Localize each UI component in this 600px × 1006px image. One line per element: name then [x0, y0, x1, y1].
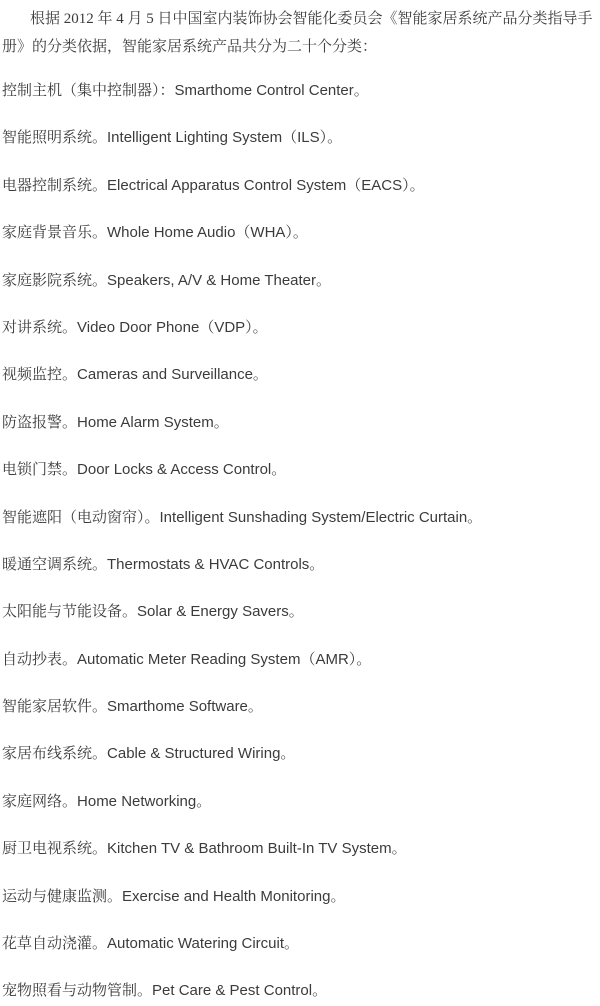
category-zh-label: 家居布线系统。	[2, 746, 108, 763]
category-item	[2, 839, 600, 858]
category-zh-label: 电器控制系统。	[2, 177, 108, 194]
category-en-label: Automatic Meter Reading System（AMR）。	[77, 650, 372, 668]
category-en-label: Thermostats & HVAC Controls。	[107, 555, 325, 573]
category-item	[2, 271, 600, 290]
category-en-label: Exercise and Health Monitoring。	[122, 887, 346, 905]
category-en-label: Automatic Watering Circuit。	[107, 935, 300, 953]
category-item	[2, 887, 600, 906]
category-en-label: Intelligent Sunshading System/Electric Curtain。	[159, 508, 483, 526]
category-zh-label: 电锁门禁。	[2, 462, 78, 479]
category-zh-label: 太阳能与节能设备。	[2, 604, 138, 621]
category-en-label: Home Networking。	[77, 792, 212, 810]
category-zh-label: 运动与健康监测。	[2, 888, 123, 905]
category-en-label: Door Locks & Access Control。	[77, 461, 287, 479]
category-en-label: Electrical Apparatus Control System（EACS）。	[107, 176, 425, 194]
category-zh-label: 自动抄表。	[2, 651, 78, 668]
intro-line-2: 册》的分类依据，智能家居系统产品共分为二十个分类：	[2, 39, 378, 55]
category-en-label: Cameras and Surveillance。	[77, 366, 268, 384]
category-item	[2, 413, 600, 432]
category-en-label: Smarthome Control Center。	[174, 82, 369, 99]
category-zh-label: 智能照明系统。	[2, 130, 108, 147]
category-en-label: Speakers, A/V & Home Theater。	[107, 271, 332, 289]
category-item	[2, 744, 600, 763]
category-en-label: Home Alarm System。	[77, 413, 229, 431]
category-item	[2, 934, 600, 953]
category-item	[2, 697, 600, 716]
category-zh-label: 防盗报警。	[2, 414, 78, 431]
category-item	[2, 176, 600, 195]
category-zh-label: 家庭网络。	[2, 793, 78, 810]
category-zh-label: 智能家居软件。	[2, 699, 108, 716]
category-en-label: Solar & Energy Savers。	[137, 603, 304, 621]
category-item	[2, 81, 600, 100]
category-en-label: Intelligent Lighting System（ILS）。	[107, 129, 343, 147]
intro-paragraph	[2, 5, 600, 61]
category-zh-label: 家庭影院系统。	[2, 272, 108, 289]
category-zh-label: 暖通空调系统。	[2, 556, 108, 573]
category-item	[2, 555, 600, 574]
category-item	[2, 223, 600, 242]
category-item	[2, 128, 600, 147]
category-en-label: Pet Care & Pest Control。	[152, 982, 328, 1000]
category-item	[2, 508, 600, 527]
category-zh-label: 控制主机（集中控制器）：	[2, 83, 175, 99]
category-en-label: Whole Home Audio（WHA）。	[107, 224, 308, 242]
category-zh-label: 宠物照看与动物管制。	[2, 983, 153, 1000]
category-zh-label: 对讲系统。	[2, 319, 78, 336]
category-item	[2, 792, 600, 811]
category-zh-label: 厨卫电视系统。	[2, 841, 108, 858]
category-en-label: Video Door Phone（VDP）。	[77, 318, 268, 336]
category-en-label: Smarthome Software。	[107, 698, 263, 716]
category-en-label: Cable & Structured Wiring。	[107, 745, 296, 763]
category-item	[2, 650, 600, 669]
category-item	[2, 460, 600, 479]
category-item	[2, 981, 600, 1000]
category-item	[2, 602, 600, 621]
category-zh-label: 视频监控。	[2, 367, 78, 384]
category-list	[2, 81, 600, 1000]
category-item	[2, 318, 600, 337]
category-item	[2, 365, 600, 384]
document-page	[0, 5, 600, 1006]
category-en-label: Kitchen TV & Bathroom Built-In TV System。	[107, 840, 407, 858]
intro-line-1: 根据 2012 年 4 月 5 日中国室内装饰协会智能化委员会《智能家居系统产品分类指导手	[30, 11, 593, 27]
category-zh-label: 家庭背景音乐。	[2, 225, 108, 242]
category-zh-label: 智能遮阳（电动窗帘）。	[2, 509, 160, 526]
category-zh-label: 花草自动浇灌。	[2, 936, 108, 953]
